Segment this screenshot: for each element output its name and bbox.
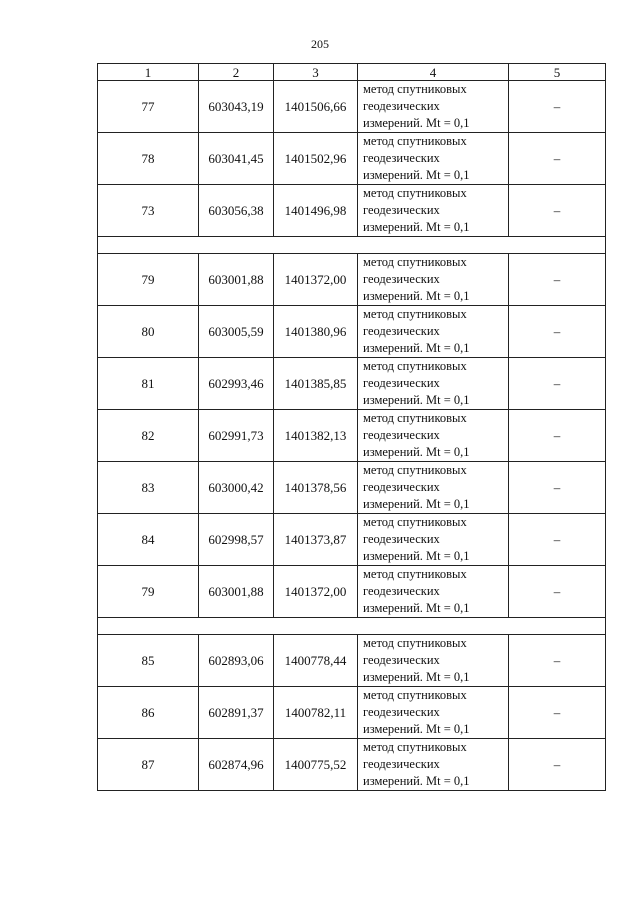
note-cell: – [509, 514, 606, 566]
method-text-line: метод спутниковых [363, 255, 467, 269]
page-number: 205 [311, 37, 329, 51]
x-coordinate-cell: 603001,88 [199, 566, 274, 618]
method-text-line: измерений. Mt = 0,1 [363, 393, 470, 407]
point-number-cell: 81 [98, 358, 199, 410]
note-cell: – [509, 185, 606, 237]
method-text-line: измерений. Mt = 0,1 [363, 601, 470, 615]
table-row [98, 566, 606, 618]
note-cell: – [509, 254, 606, 306]
coordinates-table [97, 63, 606, 791]
method-text-line: измерений. Mt = 0,1 [363, 116, 470, 130]
method-text-line: метод спутниковых [363, 186, 467, 200]
point-number-cell: 79 [98, 566, 199, 618]
method-cell [358, 514, 509, 566]
point-number-cell: 79 [98, 254, 199, 306]
y-coordinate-cell: 1400778,44 [274, 635, 358, 687]
table-row [98, 306, 606, 358]
y-coordinate-cell: 1401385,85 [274, 358, 358, 410]
note-cell: – [509, 739, 606, 791]
y-coordinate-cell: 1400775,52 [274, 739, 358, 791]
y-coordinate-cell: 1401502,96 [274, 133, 358, 185]
x-coordinate-cell: 603041,45 [199, 133, 274, 185]
method-cell [358, 254, 509, 306]
method-text-line: геодезических [363, 757, 440, 771]
method-text-line: измерений. Mt = 0,1 [363, 549, 470, 563]
y-coordinate-cell: 1401496,98 [274, 185, 358, 237]
column-header: 4 [358, 64, 509, 81]
method-text-line: геодезических [363, 272, 440, 286]
table-header-row [98, 64, 606, 81]
note-cell: – [509, 81, 606, 133]
group-separator-row [98, 237, 606, 254]
method-text-line: геодезических [363, 532, 440, 546]
method-text-line: метод спутниковых [363, 134, 467, 148]
point-number-cell: 84 [98, 514, 199, 566]
y-coordinate-cell: 1401373,87 [274, 514, 358, 566]
x-coordinate-cell: 603005,59 [199, 306, 274, 358]
method-cell [358, 635, 509, 687]
method-cell [358, 306, 509, 358]
x-coordinate-cell: 603000,42 [199, 462, 274, 514]
x-coordinate-cell: 602991,73 [199, 410, 274, 462]
method-text-line: измерений. Mt = 0,1 [363, 341, 470, 355]
method-text-line: метод спутниковых [363, 740, 467, 754]
y-coordinate-cell: 1401382,13 [274, 410, 358, 462]
note-cell: – [509, 687, 606, 739]
method-cell [358, 687, 509, 739]
method-text-line: измерений. Mt = 0,1 [363, 168, 470, 182]
point-number-cell: 83 [98, 462, 199, 514]
column-header: 5 [509, 64, 606, 81]
method-text-line: измерений. Mt = 0,1 [363, 289, 470, 303]
x-coordinate-cell: 603001,88 [199, 254, 274, 306]
method-text-line: геодезических [363, 203, 440, 217]
method-text-line: измерений. Mt = 0,1 [363, 445, 470, 459]
table-row [98, 254, 606, 306]
x-coordinate-cell: 602993,46 [199, 358, 274, 410]
method-cell [358, 358, 509, 410]
method-text-line: геодезических [363, 428, 440, 442]
y-coordinate-cell: 1401380,96 [274, 306, 358, 358]
method-cell [358, 81, 509, 133]
table-row [98, 358, 606, 410]
x-coordinate-cell: 602998,57 [199, 514, 274, 566]
method-cell [358, 566, 509, 618]
x-coordinate-cell: 602893,06 [199, 635, 274, 687]
method-text-line: измерений. Mt = 0,1 [363, 774, 470, 788]
table-body [98, 81, 606, 791]
y-coordinate-cell: 1400782,11 [274, 687, 358, 739]
x-coordinate-cell: 602891,37 [199, 687, 274, 739]
method-text-line: метод спутниковых [363, 688, 467, 702]
point-number-cell: 85 [98, 635, 199, 687]
table-row [98, 739, 606, 791]
table-row [98, 687, 606, 739]
method-text-line: геодезических [363, 480, 440, 494]
y-coordinate-cell: 1401378,56 [274, 462, 358, 514]
method-text-line: измерений. Mt = 0,1 [363, 220, 470, 234]
method-text-line: метод спутниковых [363, 515, 467, 529]
y-coordinate-cell: 1401506,66 [274, 81, 358, 133]
method-text-line: геодезических [363, 705, 440, 719]
x-coordinate-cell: 602874,96 [199, 739, 274, 791]
method-cell [358, 739, 509, 791]
point-number-cell: 87 [98, 739, 199, 791]
method-text-line: геодезических [363, 376, 440, 390]
note-cell: – [509, 410, 606, 462]
note-cell: – [509, 358, 606, 410]
method-cell [358, 410, 509, 462]
separator-cell [98, 237, 606, 254]
table-row [98, 81, 606, 133]
method-text-line: метод спутниковых [363, 359, 467, 373]
method-cell [358, 185, 509, 237]
note-cell: – [509, 462, 606, 514]
group-separator-row [98, 618, 606, 635]
method-text-line: геодезических [363, 151, 440, 165]
method-text-line: измерений. Mt = 0,1 [363, 722, 470, 736]
note-cell: – [509, 635, 606, 687]
method-text-line: измерений. Mt = 0,1 [363, 497, 470, 511]
point-number-cell: 78 [98, 133, 199, 185]
table-row [98, 410, 606, 462]
method-cell [358, 133, 509, 185]
method-text-line: метод спутниковых [363, 411, 467, 425]
note-cell: – [509, 133, 606, 185]
x-coordinate-cell: 603056,38 [199, 185, 274, 237]
point-number-cell: 80 [98, 306, 199, 358]
column-header: 2 [199, 64, 274, 81]
note-cell: – [509, 566, 606, 618]
column-header: 1 [98, 64, 199, 81]
method-text-line: метод спутниковых [363, 567, 467, 581]
method-text-line: метод спутниковых [363, 636, 467, 650]
y-coordinate-cell: 1401372,00 [274, 254, 358, 306]
point-number-cell: 82 [98, 410, 199, 462]
separator-cell [98, 618, 606, 635]
point-number-cell: 86 [98, 687, 199, 739]
method-text-line: метод спутниковых [363, 307, 467, 321]
table-row [98, 514, 606, 566]
note-cell: – [509, 306, 606, 358]
table-row [98, 133, 606, 185]
point-number-cell: 77 [98, 81, 199, 133]
method-text-line: метод спутниковых [363, 463, 467, 477]
table-row [98, 462, 606, 514]
method-text-line: измерений. Mt = 0,1 [363, 670, 470, 684]
method-text-line: геодезических [363, 653, 440, 667]
column-header: 3 [274, 64, 358, 81]
method-text-line: геодезических [363, 99, 440, 113]
x-coordinate-cell: 603043,19 [199, 81, 274, 133]
y-coordinate-cell: 1401372,00 [274, 566, 358, 618]
method-text-line: геодезических [363, 584, 440, 598]
method-text-line: метод спутниковых [363, 82, 467, 96]
table-row [98, 635, 606, 687]
method-text-line: геодезических [363, 324, 440, 338]
method-cell [358, 462, 509, 514]
point-number-cell: 73 [98, 185, 199, 237]
table-row [98, 185, 606, 237]
